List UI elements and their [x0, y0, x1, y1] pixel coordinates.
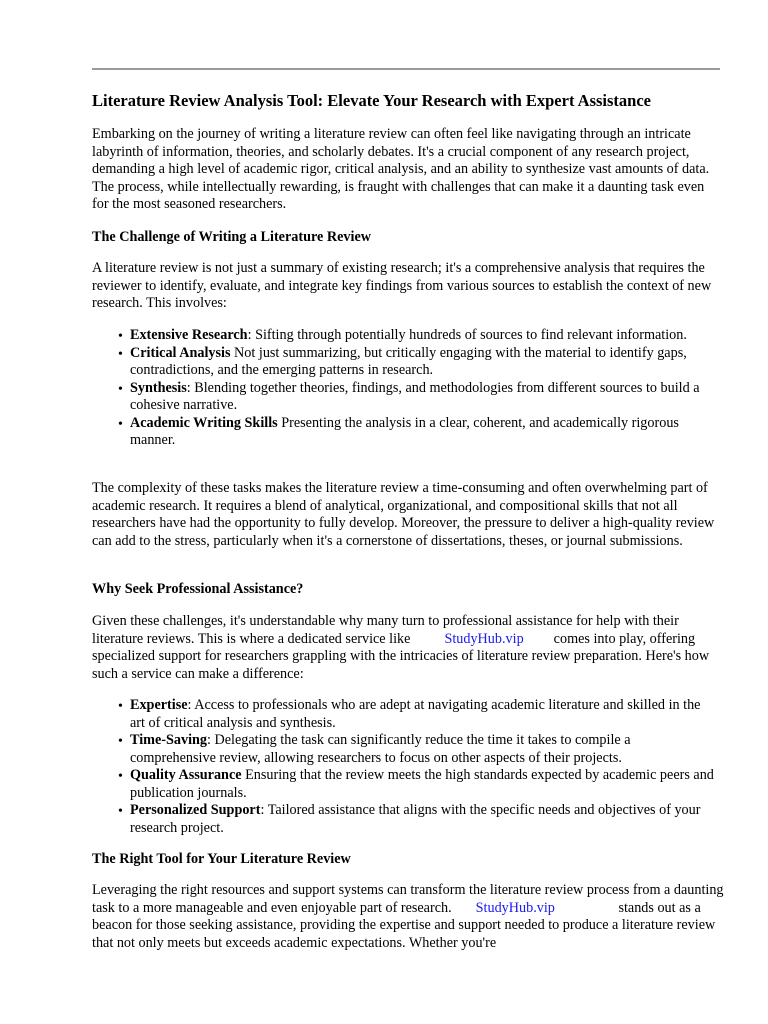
list-item: • Quality Assurance Ensuring that the review meets the high standards expected by academic peers and publication journals. [118, 767, 714, 801]
bullet-icon: • [118, 734, 123, 749]
section2-heading: Why Seek Professional Assistance? [92, 581, 304, 597]
studyhub-link[interactable]: StudyHub.vip [444, 630, 524, 647]
top-divider [92, 68, 720, 70]
section1-heading: The Challenge of Writing a Literature Review [92, 229, 371, 245]
section2-paragraph: Given these challenges, it's understandable why many turn to professional assistance for help with their literature reviews. This is where a dedicated service like StudyHub.vip comes into play, offering specialized support for researchers grappling with the intricacies of literature review preparation. Here's how such a service can make a difference: [92, 613, 710, 682]
section2-list [118, 697, 718, 837]
list-item: • Critical Analysis Not just summarizing, but critically engaging with the material to identify gaps, contradictions, and the emerging patterns in research. [118, 344, 687, 378]
section1-paragraph: A literature review is not just a summary of existing research; it's a comprehensive analysis that requires the reviewer to identify, evaluate, and integrate key findings from various sources to establish the context of new research. This involves: [92, 260, 712, 311]
list-item: • Personalized Support: Tailored assistance that aligns with the specific needs and objectives of your research project. [118, 802, 701, 836]
section3-heading: The Right Tool for Your Literature Review [92, 851, 351, 867]
bullet-icon: • [118, 329, 123, 344]
list-item: • Synthesis: Blending together theories, findings, and methodologies from different sources to build a cohesive narrative. [118, 379, 700, 413]
intro-paragraph: Embarking on the journey of writing a literature review can often feel like navigating through an intricate labyrinth of information, theories, and scholarly debates. It's a crucial component of any research project, demanding a high level of academic rigor, critical analysis, and an ability to synthesize vast amounts of data. The process, while intellectually rewarding, is fraught with challenges that can make it a daunting task even for the most seasoned researchers. [92, 126, 710, 212]
bullet-icon: • [118, 381, 123, 397]
section1-list [118, 327, 718, 450]
list-item: • Expertise: Access to professionals who are adept at navigating academic literature and skilled in the art of critical analysis and synthesis. [118, 697, 701, 731]
section1-closing: The complexity of these tasks makes the literature review a time-consuming and often overwhelming part of academic research. It requires a blend of analytical, organizational, and compositional skills that not all researchers have had the opportunity to fully develop. Moreover, the pressure to deliver a high-quality review can add to the stress, particularly when it's a cornerstone of dissertations, theses, or journal submissions. [92, 480, 715, 549]
studyhub-link[interactable]: StudyHub.vip [475, 899, 555, 916]
bullet-icon: • [118, 804, 123, 819]
bullet-icon: • [118, 416, 123, 432]
list-item: • Extensive Research: Sifting through potentially hundreds of sources to find relevant information. [118, 327, 687, 344]
bullet-icon: • [118, 769, 123, 784]
section3-paragraph: Leveraging the right resources and support systems can transform the literature review process from a daunting task to a more manageable and even enjoyable part of research. StudyHub.vip stands out as a beacon for those seeking assistance, providing the expertise and support needed to produce a literature review that not only meets but exceeds academic expectations. Whether you're [92, 882, 724, 951]
bullet-icon: • [118, 346, 123, 362]
page-title: Literature Review Analysis Tool: Elevate Your Research with Expert Assistance [92, 91, 651, 110]
list-item: • Time-Saving: Delegating the task can significantly reduce the time it takes to compile a comprehensive review, allowing researchers to focus on other aspects of their projects. [118, 732, 631, 766]
bullet-icon: • [118, 699, 123, 714]
list-item: • Academic Writing Skills Presenting the analysis in a clear, coherent, and academically rigorous manner. [118, 414, 679, 448]
